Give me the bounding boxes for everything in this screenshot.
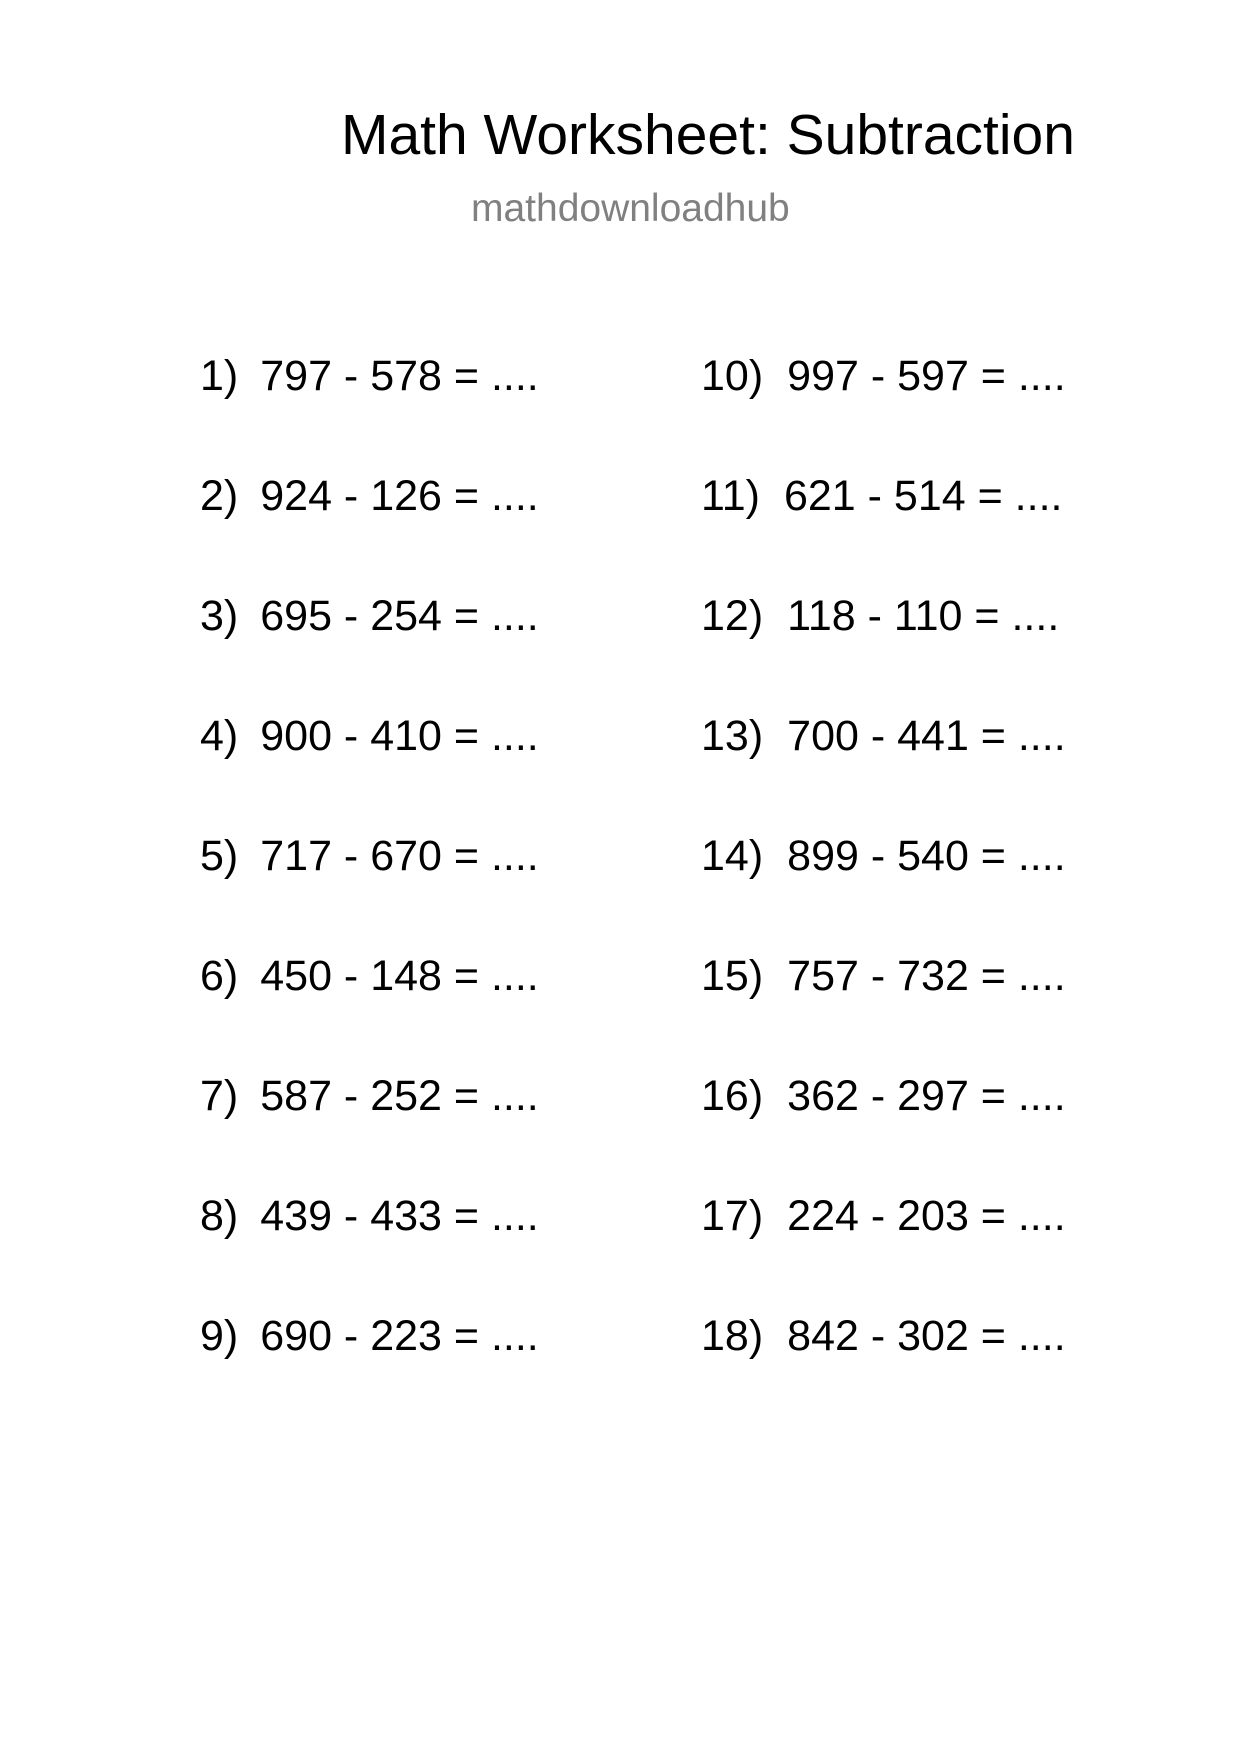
problem-number: 10): [701, 352, 764, 400]
problem-number: 16): [701, 1072, 764, 1120]
problem-number: 9): [200, 1312, 239, 1360]
problem-number: 7): [200, 1072, 239, 1120]
problem-expression: 899 - 540 = ....: [787, 832, 1066, 880]
problem-item: [701, 710, 1066, 830]
problem-number: 13): [701, 712, 764, 760]
problem-item: [701, 590, 1066, 710]
problem-item: [701, 1310, 1066, 1430]
worksheet-subtitle: mathdownloadhub: [471, 187, 790, 230]
problem-item: [200, 1070, 539, 1190]
problem-expression: 797 - 578 = ....: [260, 352, 539, 400]
problem-item: [200, 590, 539, 710]
problem-item: [200, 830, 539, 950]
problem-expression: 439 - 433 = ....: [260, 1192, 539, 1240]
problem-expression: 900 - 410 = ....: [260, 712, 539, 760]
problem-expression: 450 - 148 = ....: [260, 952, 539, 1000]
problem-expression: 924 - 126 = ....: [260, 472, 539, 520]
problem-expression: 757 - 732 = ....: [787, 952, 1066, 1000]
problem-number: 17): [701, 1192, 764, 1240]
problem-item: [701, 1190, 1066, 1310]
problem-expression: 997 - 597 = ....: [787, 352, 1066, 400]
problem-item: [701, 350, 1066, 470]
problem-item: [701, 470, 1066, 590]
problem-list: [0, 350, 1240, 1380]
problem-item: [200, 950, 539, 1070]
problem-expression: 621 - 514 = ....: [783, 472, 1063, 520]
problem-item: [701, 1070, 1066, 1190]
problem-expression: 690 - 223 = ....: [260, 1312, 539, 1360]
problem-number: 3): [200, 592, 239, 640]
problem-number: 18): [701, 1312, 764, 1360]
problem-item: [200, 470, 539, 590]
problem-expression: 362 - 297 = ....: [787, 1072, 1066, 1120]
problem-item: [200, 1310, 539, 1430]
problem-number: 8): [200, 1192, 239, 1240]
problem-number: 15): [701, 952, 764, 1000]
problem-number: 6): [200, 952, 239, 1000]
problem-expression: 695 - 254 = ....: [260, 592, 539, 640]
problem-expression: 842 - 302 = ....: [787, 1312, 1066, 1360]
problem-number: 1): [200, 352, 239, 400]
problem-item: [200, 710, 539, 830]
problem-number: 5): [200, 832, 239, 880]
problem-expression: 717 - 670 = ....: [260, 832, 539, 880]
problem-number: 14): [701, 832, 764, 880]
problem-expression: 700 - 441 = ....: [787, 712, 1066, 760]
problem-expression: 118 - 110 = ....: [787, 592, 1060, 640]
problem-number: 12): [701, 592, 764, 640]
problem-item: [701, 950, 1066, 1070]
problem-number: 4): [200, 712, 239, 760]
problem-number: 2): [200, 472, 239, 520]
problem-item: [200, 350, 539, 470]
worksheet-title: Math Worksheet: Subtraction: [341, 103, 1075, 167]
problem-item: [701, 830, 1066, 950]
problem-number: 11): [701, 472, 760, 520]
problem-item: [200, 1190, 539, 1310]
problem-column-right: [701, 350, 1066, 1430]
problem-column-left: [200, 350, 539, 1430]
problem-expression: 587 - 252 = ....: [260, 1072, 539, 1120]
problem-expression: 224 - 203 = ....: [787, 1192, 1066, 1240]
